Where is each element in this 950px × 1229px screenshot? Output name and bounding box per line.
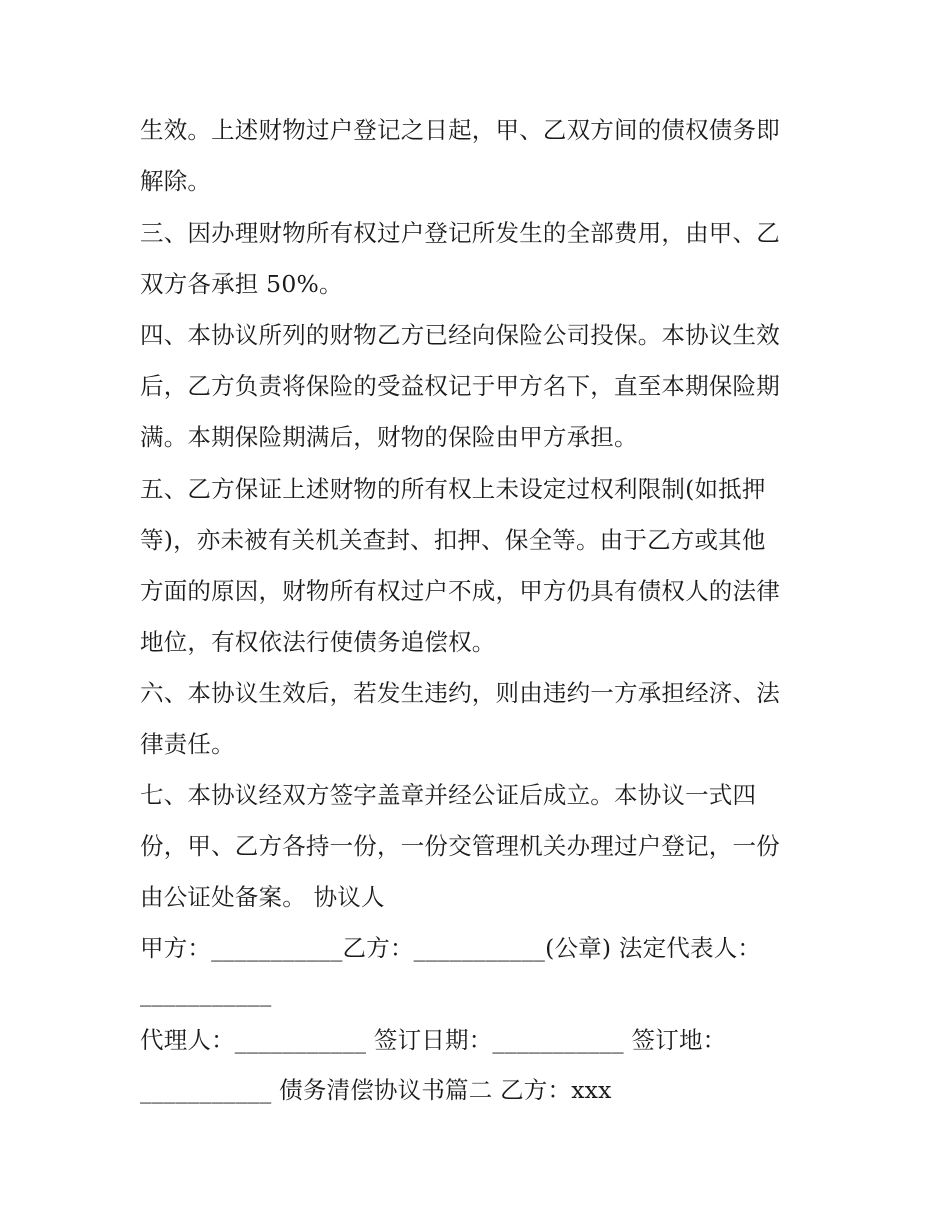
- paragraph-line: 双方各承担 50%。: [140, 270, 343, 298]
- paragraph-line: 律责任。: [140, 730, 235, 758]
- paragraph-line: 七、本协议经双方签字盖章并经公证后成立。本协议一式四: [140, 781, 757, 809]
- paragraph-line: 六、本协议生效后，若发生违约，则由违约一方承担经济、法: [140, 679, 780, 707]
- paragraph-line: 四、本协议所列的财物乙方已经向保险公司投保。本协议生效: [140, 321, 780, 349]
- signature-line: 甲方：___________乙方：___________(公章) 法定代表人：: [140, 934, 762, 962]
- signature-line: 代理人：___________ 签订日期：___________ 签订地：: [140, 1026, 727, 1054]
- paragraph-line: 地位，有权依法行使债务追偿权。: [140, 628, 496, 656]
- paragraph-line: 三、因办理财物所有权过户登记所发生的全部费用，由甲、乙: [140, 219, 780, 247]
- paragraph-line: 生效。上述财物过户登记之日起，甲、乙双方间的债权债务即: [140, 116, 780, 144]
- signature-line: ___________ 债务清偿协议书篇二 乙方：xxx: [140, 1076, 612, 1104]
- signature-line: ___________: [140, 979, 272, 1007]
- paragraph-line: 份，甲、乙方各持一份，一份交管理机关办理过户登记，一份: [140, 832, 780, 860]
- paragraph-line: 等)，亦未被有关机关查封、扣押、保全等。由于乙方或其他: [140, 526, 766, 554]
- paragraph-line: 由公证处备案。 协议人: [140, 883, 385, 911]
- paragraph-line: 后，乙方负责将保险的受益权记于甲方名下，直至本期保险期: [140, 372, 780, 400]
- paragraph-line: 五、乙方保证上述财物的所有权上未设定过权利限制(如抵押: [140, 475, 766, 503]
- paragraph-line: 解除。: [140, 167, 212, 195]
- paragraph-line: 方面的原因，财物所有权过户不成，甲方仍具有债权人的法律: [140, 577, 780, 605]
- paragraph-line: 满。本期保险期满后，财物的保险由甲方承担。: [140, 423, 638, 451]
